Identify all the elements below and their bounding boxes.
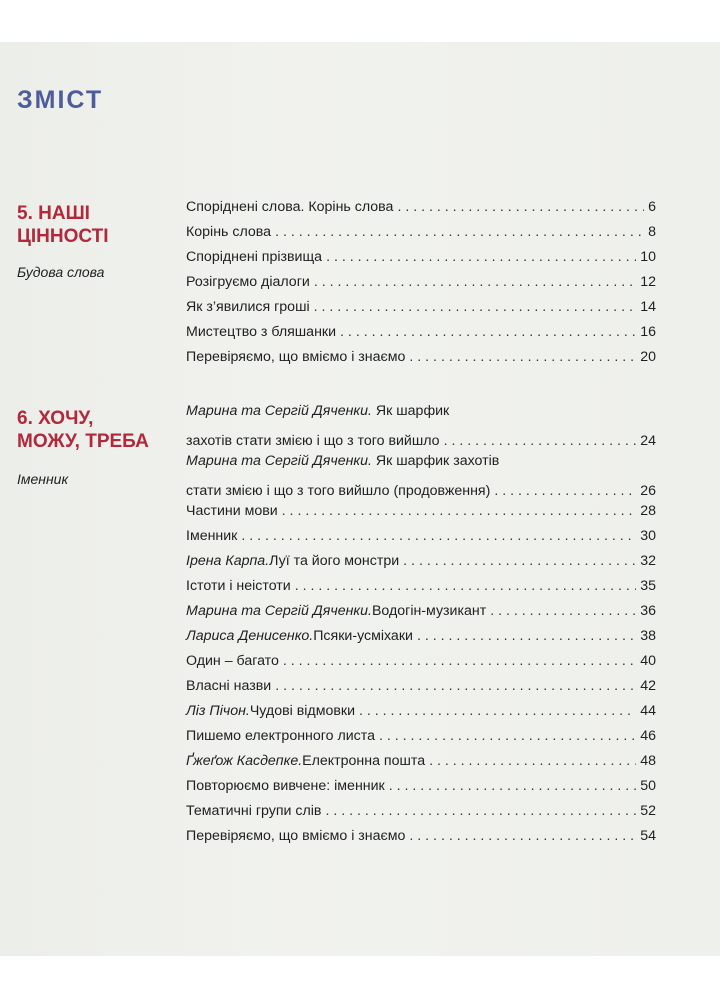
- toc-entry-title: Споріднені слова. Корінь слова: [186, 199, 394, 215]
- toc-entry-page: 28: [640, 503, 656, 519]
- toc-entry-line: [186, 453, 656, 478]
- dot-leader: [409, 828, 636, 844]
- toc-entry[interactable]: [186, 528, 656, 553]
- toc-entry-page: 36: [640, 603, 656, 619]
- toc-entry[interactable]: [186, 224, 656, 249]
- toc-entry-author: Ірена Карпа.: [186, 553, 270, 569]
- toc-entry-title: Як шарфик: [375, 403, 450, 419]
- toc-entry-author: Марина та Сергій Дяченки.: [186, 603, 372, 619]
- toc-entry-page: 14: [640, 299, 656, 315]
- toc-entry[interactable]: [186, 553, 656, 578]
- toc-entry-title: Луї та його монстри: [269, 553, 400, 569]
- toc-entry-page: 50: [640, 778, 656, 794]
- toc-entry[interactable]: [186, 299, 656, 324]
- dot-leader: [275, 678, 636, 694]
- section-heading-line: МОЖУ, ТРЕБА: [17, 431, 149, 452]
- toc-entry-title: Розігруємо діалоги: [186, 274, 310, 290]
- toc-entry-title: Водогін-музикант: [371, 603, 487, 619]
- dot-leader: [275, 224, 644, 240]
- toc-entry-page: 30: [640, 528, 656, 544]
- toc-entry-title: Перевіряємо, що вміємо і знаємо: [186, 828, 406, 844]
- toc-entry-page: 8: [648, 224, 656, 240]
- toc-entry[interactable]: [186, 603, 656, 628]
- toc-entry-title: Тематичні групи слів: [186, 803, 322, 819]
- toc-entry-title: Як з’явилися гроші: [186, 299, 310, 315]
- toc-entry-title: Споріднені прізвища: [186, 249, 323, 265]
- toc-entry[interactable]: [186, 828, 656, 853]
- toc-entry[interactable]: [186, 703, 656, 728]
- dot-leader: [444, 433, 637, 449]
- section-heading-line: 5. НАШІ: [17, 203, 90, 224]
- dot-leader: [283, 653, 636, 669]
- toc-entry-title: Пишемо електронного листа: [186, 728, 375, 744]
- toc-entry-title: Перевіряємо, що вміємо і знаємо: [186, 349, 406, 365]
- toc-entry-author: Ґжеґож Касдепке.: [186, 753, 303, 769]
- toc-entry-author: Ліз Пічон.: [186, 703, 250, 719]
- toc-entry[interactable]: [186, 199, 656, 224]
- section-5-heading: [17, 202, 109, 248]
- section-heading-line: ЦІННОСТІ: [17, 226, 109, 247]
- toc-entry-line: [186, 483, 656, 499]
- dot-leader: [490, 603, 636, 619]
- page-title: ЗМІСТ: [17, 86, 104, 114]
- toc-entry-page: 44: [640, 703, 656, 719]
- toc-entry-page: 42: [640, 678, 656, 694]
- section-5-subtitle: Будова слова: [17, 264, 105, 280]
- toc-entry-title: Власні назви: [186, 678, 272, 694]
- dot-leader: [325, 803, 636, 819]
- toc-entry-page: 38: [640, 628, 656, 644]
- toc-entry-line: [186, 403, 656, 428]
- toc-entry-page: 10: [640, 249, 656, 265]
- toc-entry[interactable]: [186, 778, 656, 803]
- toc-entry-page: 32: [640, 553, 656, 569]
- toc-entry-page: 35: [640, 578, 656, 594]
- toc-entry-title: Мистецтво з бляшанки: [186, 324, 337, 340]
- dot-leader: [295, 578, 636, 594]
- dot-leader: [314, 274, 636, 290]
- dot-leader: [241, 528, 636, 544]
- toc-entry-page: 48: [640, 753, 656, 769]
- dot-leader: [403, 553, 636, 569]
- toc-entry-title-cont: стати змією і що з того вийшло (продовження): [186, 482, 491, 499]
- dot-leader: [417, 628, 636, 644]
- toc-entry[interactable]: [186, 678, 656, 703]
- toc-entry-page: 12: [640, 274, 656, 290]
- dot-leader: [359, 703, 636, 719]
- toc-entry[interactable]: [186, 728, 656, 753]
- dot-leader: [409, 349, 636, 365]
- toc-entry-line: [186, 433, 656, 449]
- toc-entry[interactable]: [186, 653, 656, 678]
- toc-entry-title-cont: захотів стати змією і що з того вийшло: [186, 432, 440, 449]
- toc-entry[interactable]: [186, 274, 656, 299]
- toc-entry[interactable]: [186, 349, 656, 374]
- toc-entry-author: Лариса Денисенко.: [186, 628, 314, 644]
- toc-entry[interactable]: [186, 803, 656, 828]
- dot-leader: [379, 728, 636, 744]
- section-6-heading: [17, 407, 149, 453]
- dot-leader: [397, 199, 644, 215]
- toc-entry-page: 16: [640, 324, 656, 340]
- toc-entry-author: Марина та Сергій Дяченки.: [186, 453, 372, 469]
- dot-leader: [429, 753, 636, 769]
- toc-entry-title: Корінь слова: [186, 224, 272, 240]
- toc-entry-page: 20: [640, 349, 656, 365]
- toc-entry[interactable]: [186, 324, 656, 349]
- toc-entry-title: Електронна пошта: [302, 753, 426, 769]
- dot-leader: [340, 324, 636, 340]
- toc-entry-page: 46: [640, 728, 656, 744]
- dot-leader: [494, 483, 636, 499]
- toc-entry[interactable]: [186, 753, 656, 778]
- toc-entry-page: 54: [640, 828, 656, 844]
- toc-entry-page: 40: [640, 653, 656, 669]
- dot-leader: [326, 249, 636, 265]
- toc-entry-page: 26: [640, 482, 656, 499]
- toc-entry-title: Повторюємо вивчене: іменник: [186, 778, 385, 794]
- section-6-subtitle: Іменник: [17, 471, 69, 487]
- toc-entry[interactable]: [186, 453, 656, 503]
- toc-entry[interactable]: [186, 503, 656, 528]
- dot-leader: [282, 503, 637, 519]
- toc-entry-page: 52: [640, 803, 656, 819]
- dot-leader: [314, 299, 637, 315]
- toc-entry-title: Іменник: [186, 528, 238, 544]
- toc-entry[interactable]: [186, 249, 656, 274]
- toc-entry[interactable]: [186, 628, 656, 653]
- dot-leader: [389, 778, 636, 794]
- toc-entry[interactable]: [186, 403, 656, 453]
- section-6-entries: [186, 403, 656, 853]
- toc-entry-title: Один – багато: [186, 653, 279, 669]
- toc-entry-title: Чудові відмовки: [249, 703, 356, 719]
- toc-entry-page: 6: [648, 199, 656, 215]
- toc-entry-author: Марина та Сергій Дяченки.: [186, 403, 372, 419]
- section-5-entries: [186, 199, 656, 374]
- toc-entry-title: Як шарфик захотів: [375, 453, 500, 469]
- toc-entry[interactable]: [186, 578, 656, 603]
- section-heading-line: 6. ХОЧУ,: [17, 408, 94, 429]
- toc-entry-page: 24: [640, 432, 656, 449]
- toc-entry-title: Частини мови: [186, 503, 278, 519]
- toc-entry-title: Псяки-усміхаки: [313, 628, 413, 644]
- toc-entry-title: Істоти і неістоти: [186, 578, 291, 594]
